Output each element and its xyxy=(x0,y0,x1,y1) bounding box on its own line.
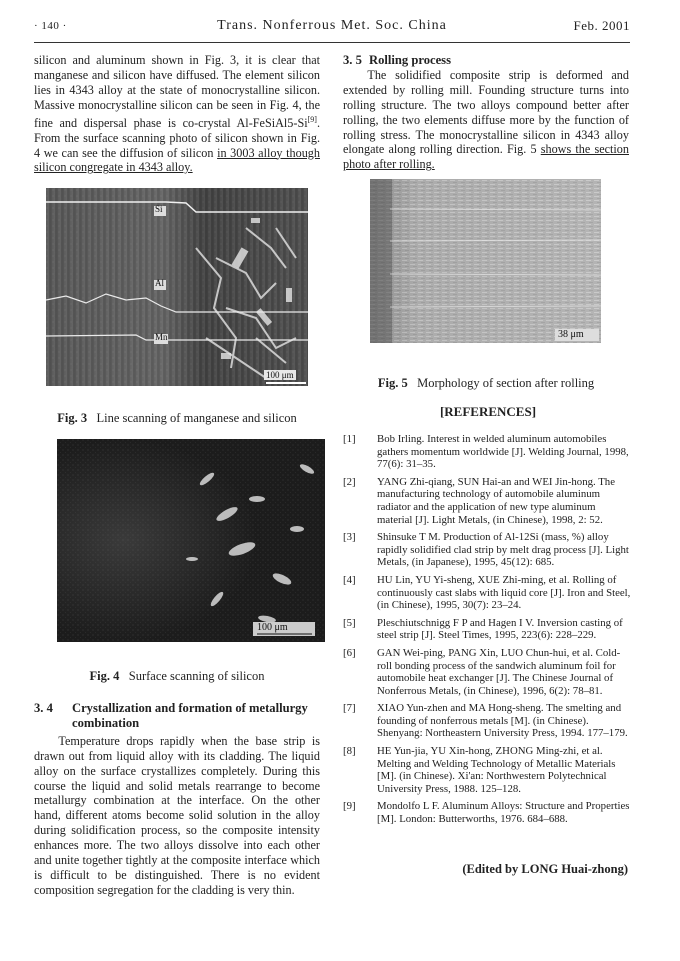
caption-label: Fig. 3 xyxy=(57,411,88,425)
section-title: Crystallization and formation of metallurgy combination xyxy=(72,701,308,730)
page-number: · 140 · xyxy=(34,20,67,32)
reference-number: [2] xyxy=(343,475,356,488)
caption-text: Surface scanning of silicon xyxy=(128,669,265,683)
si-label: Si xyxy=(155,204,163,214)
figure-4-caption xyxy=(34,669,320,684)
reference-item xyxy=(343,647,633,697)
reference-item xyxy=(343,531,633,569)
section-title: Rolling process xyxy=(369,53,451,67)
paragraph-text: . From the surface scanning photo of silicon shown in Fig. 4 we can see the diffusion of silicon xyxy=(34,115,320,160)
reference-item xyxy=(343,702,633,740)
edited-by: (Edited by LONG Huai-zhong) xyxy=(462,862,628,876)
header-rule xyxy=(34,42,630,43)
section-heading xyxy=(343,53,629,68)
caption-text: Line scanning of manganese and silicon xyxy=(96,411,297,425)
figure-5-caption xyxy=(343,376,629,391)
references-title: [REFERENCES] xyxy=(439,404,537,419)
reference-item xyxy=(343,476,633,526)
section-paragraph: The solidified composite strip is deformed and extended by rolling mill. Founding structure turns into rolling structure. The two alloys compound better after rolling, the two elements diffuse more by the function of rolling stress. The monocrystalline silicon in 4343 alloy elongate along rolling direction. Fig. 5 xyxy=(343,67,629,157)
reference-item xyxy=(343,745,633,795)
figure-3-caption xyxy=(34,411,320,426)
reference-text: Mondolfo L F. Aluminum Alloys: Structure and Properties [M]. London: Butterworths, 1976. 684–688. xyxy=(377,800,630,826)
reference-text: HE Yun-jia, YU Xin-hong, ZHONG Ming-zhi, et al. Melting and Welding Technology of Metallic Materials [M]. (in Chinese). Xi'an: Northwestern Polytechnical University Press, 1988. 125–128. xyxy=(377,745,616,795)
left-top-paragraph xyxy=(34,53,320,175)
reference-item xyxy=(343,574,633,612)
reference-item xyxy=(343,800,633,825)
reference-number: [4] xyxy=(343,573,356,586)
section-paragraph-underlined: shows the section photo after rolling. xyxy=(343,142,629,172)
paragraph-text-underlined: in 3003 alloy though silicon congregate in 4343 alloy. xyxy=(34,145,320,175)
scale-bar-label: 38 μm xyxy=(558,329,584,340)
reference-number: [5] xyxy=(343,616,356,629)
reference-text: Pleschiutschnigg F P and Hagen I V. Inversion casting of steel strip [J]. Steel Times, 1995, 223(6): 228–229. xyxy=(377,616,623,642)
citation: [9] xyxy=(307,114,317,124)
reference-number: [7] xyxy=(343,702,356,715)
issue-date: Feb. 2001 xyxy=(573,18,630,33)
reference-item xyxy=(343,617,633,642)
section-number: 3. 4 xyxy=(34,701,53,715)
figure-5-image xyxy=(370,179,601,343)
reference-number: [6] xyxy=(343,646,356,659)
reference-text: Bob Irling. Interest in welded aluminum automobiles gathers momentum worldwide [J]. Welding Journal, 1998, 77(6): 31–35. xyxy=(377,433,629,471)
reference-text: HU Lin, YU Yi-sheng, XUE Zhi-ming, et al. Rolling of continuously cast slabs with liquid core [J]. Iron and Steel, (in Chinese), 1995, 30(7): 23–24. xyxy=(377,573,631,612)
reference-number: [1] xyxy=(343,433,356,445)
reference-text: YANG Zhi-qiang, SUN Hai-an and WEI Jin-hong. The manufacturing technology of automobile aluminum radiator and the application of new type aluminum material [J]. Light Metals, (in Chinese), 1998, 2: 52. xyxy=(377,475,615,526)
reference-number: [3] xyxy=(343,531,356,544)
scale-bar-label: 100 μm xyxy=(266,370,294,380)
paragraph-text: silicon and aluminum shown in Fig. 3, it is clear that manganese and silicon have diffused. The element silicon lies in 4343 alloy at the state of monocrystalline silicon. Massive monocrystalline silicon can be seen in Fig. 4, the fine and dispersal phase is co-crystal Al-FeSiAl5-Si xyxy=(34,53,320,130)
reference-text: XIAO Yun-zhen and MA Hong-sheng. The smelting and founding of nonferrous metals [M]. (in Chinese). Shenyang: Northeastern University Press, 1994. 177–179. xyxy=(377,702,628,740)
section-number: 3. 5 xyxy=(343,53,362,67)
al-label: Al xyxy=(155,278,164,288)
reference-text: Shinsuke T M. Production of Al-12Si (mass, %) alloy rapidly solidified clad strip by melt drag process [J]. Light Metals, (in Japanese), 1995, 45(12): 685. xyxy=(377,531,629,569)
reference-number: [8] xyxy=(343,745,356,758)
reference-item xyxy=(343,433,633,471)
section-3-4 xyxy=(34,701,320,898)
section-heading xyxy=(34,701,320,731)
journal-title: Trans. Nonferrous Met. Soc. China xyxy=(217,18,447,33)
reference-number: [9] xyxy=(343,800,356,813)
figure-3-image xyxy=(46,188,308,386)
running-header xyxy=(34,18,630,38)
figure-4-image xyxy=(57,439,325,642)
section-paragraph: Temperature drops rapidly when the base strip is drawn out from liquid alloy with its cladding. The liquid alloy on the surface crystallizes completely. During this course the liquid and solid metals rearrange to become metallurgy combination at the interface. On the other hand, different atoms become solid solution in the alloy during solidification process, so the composite intensity enhances more. The two alloys dissolve into each other and unite together tightly at the composite interface which is difficult to be distinguished. There is no evident composition segregation for the cladding is very thin. xyxy=(34,733,320,897)
caption-label: Fig. 4 xyxy=(89,669,120,683)
references-list xyxy=(343,433,633,831)
mn-label: Mn xyxy=(155,332,168,342)
section-3-5 xyxy=(343,53,629,172)
scale-bar-label: 100 μm xyxy=(257,622,288,633)
caption-label: Fig. 5 xyxy=(377,376,408,390)
caption-text: Morphology of section after rolling xyxy=(417,376,595,390)
reference-text: GAN Wei-ping, PANG Xin, LUO Chun-hui, et al. Cold-roll bonding process of the sandwich aluminum foil for automobile heat exchanger [J]. The Chinese Journal of Nonferrous Metals, (in Chinese), 1996, 6(2): 78–81. xyxy=(377,646,621,697)
